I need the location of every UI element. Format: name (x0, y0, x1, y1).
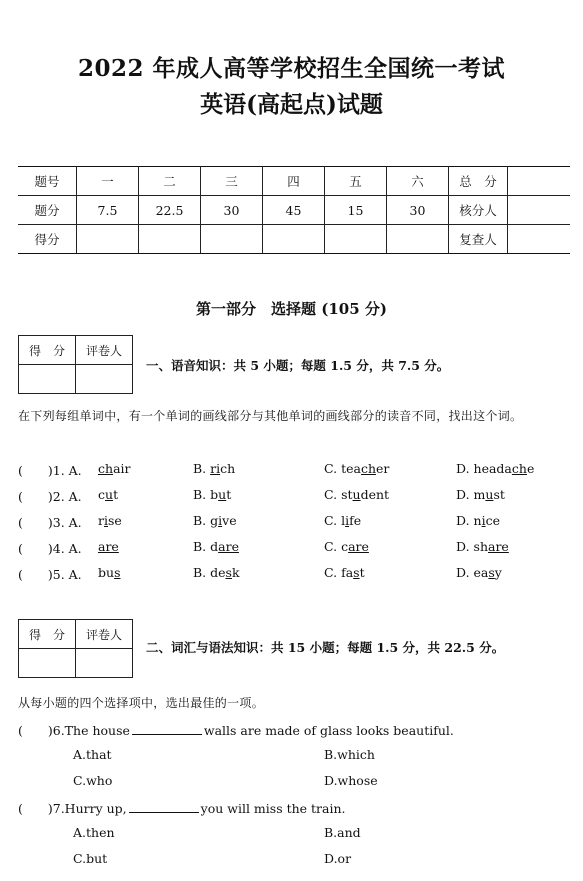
score-cell: 7.5 (77, 196, 139, 225)
underlined-letters: ch (98, 461, 114, 476)
underlined-letters: s (353, 565, 360, 580)
option-c (324, 487, 389, 502)
question-stem (18, 799, 578, 819)
word-part: er (376, 461, 390, 476)
score-cell: 三 (201, 167, 263, 196)
score-cell: 30 (201, 196, 263, 225)
word-part: r (98, 513, 104, 528)
underlined-letters: u (218, 487, 227, 502)
word-part: C. l (324, 513, 346, 528)
word-part: k (231, 565, 240, 580)
word-part: B. (193, 461, 211, 476)
word-part: C. c (324, 539, 349, 554)
word-part: se (107, 513, 122, 528)
word-part: dent (360, 487, 390, 502)
answer-blank (129, 800, 199, 813)
word-part: C. fa (324, 565, 354, 580)
question-row (18, 461, 578, 481)
word-part: t (226, 487, 232, 502)
option-a (98, 539, 119, 554)
question-number: ( )3. A. (18, 515, 82, 530)
underlined-letters: i (345, 513, 350, 528)
word-part: B. de (193, 565, 226, 580)
word-part: t (359, 565, 365, 580)
underlined-letters: s (488, 565, 495, 580)
word-part: B. d (193, 539, 219, 554)
section-instructions: 在下列每组单词中，有一个单词的画线部分与其他单词的画线部分的读音不同，找出这个词。 (18, 409, 523, 423)
option-d: D.or (324, 851, 352, 866)
grader-score-cell (19, 365, 76, 394)
underlined-letters: ch (511, 461, 527, 476)
score-table (18, 166, 570, 254)
word-part: ce (485, 513, 500, 528)
underlined-letters: i (103, 513, 108, 528)
part-title: 第一部分 选择题 (105 分) (196, 300, 387, 318)
word-part: ch (220, 461, 236, 476)
option-row (18, 851, 578, 871)
grader-score-label: 得 分 (19, 620, 76, 649)
question-text: you will miss the train. (200, 801, 346, 816)
option-b (193, 565, 240, 580)
grader-name-label: 评卷人 (76, 336, 133, 365)
word-part: B. g (193, 513, 219, 528)
option-d (456, 539, 509, 554)
option-row (18, 773, 578, 793)
word-part: D. ea (456, 565, 489, 580)
exam-subtitle: 英语(高起点)试题 (200, 91, 383, 118)
score-cell: 四 (263, 167, 325, 196)
word-part: D. m (456, 487, 486, 502)
word-part: c (98, 487, 106, 502)
underlined-letters: s (225, 565, 232, 580)
option-d (456, 487, 505, 502)
word-part: st (493, 487, 505, 502)
option-row (18, 825, 578, 845)
grader-name-cell (76, 365, 133, 394)
option-c: C.who (73, 773, 113, 788)
score-cell: 得分 (18, 225, 77, 254)
option-c (324, 461, 389, 476)
underlined-letters: u (352, 487, 361, 502)
score-cell (77, 225, 139, 254)
word-part: ve (222, 513, 237, 528)
option-d (456, 513, 500, 528)
word-part: y (494, 565, 502, 580)
score-cell: 核分人 (449, 196, 508, 225)
underlined-letters: ch (360, 461, 377, 476)
grader-box (18, 335, 133, 394)
question-text: walls are made of glass looks beautiful. (203, 723, 454, 738)
score-table-row (18, 225, 570, 254)
option-a (98, 461, 131, 476)
score-cell (325, 225, 387, 254)
word-part: e (526, 461, 535, 476)
score-cell (508, 196, 571, 225)
option-b (193, 487, 231, 502)
score-cell: 30 (387, 196, 449, 225)
score-cell (508, 225, 571, 254)
score-cell: 五 (325, 167, 387, 196)
option-d: D.whose (324, 773, 378, 788)
score-cell (201, 225, 263, 254)
score-cell (508, 167, 571, 196)
section-heading: 二、词汇与语法知识：共 15 小题；每题 1.5 分，共 22.5 分。 (146, 640, 505, 655)
option-a: A.then (73, 825, 115, 840)
grader-score-cell (19, 649, 76, 678)
question-number: ( )6.The house (18, 723, 130, 738)
underlined-letters: u (485, 487, 494, 502)
score-cell: 题分 (18, 196, 77, 225)
question-row (18, 487, 578, 507)
underlined-letters: are (348, 539, 369, 554)
question-row (18, 565, 578, 585)
option-a: A.that (73, 747, 112, 762)
underlined-letters: s (114, 565, 121, 580)
score-table-row (18, 167, 570, 196)
score-cell: 复查人 (449, 225, 508, 254)
word-part: B. b (193, 487, 219, 502)
option-c: C.but (73, 851, 108, 866)
answer-blank (132, 722, 202, 735)
question-number: ( )5. A. (18, 567, 82, 582)
option-row (18, 747, 578, 767)
score-cell: 题号 (18, 167, 77, 196)
word-part: D. sh (456, 539, 488, 554)
option-b: B.and (324, 825, 361, 840)
word-part: D. n (456, 513, 482, 528)
grader-score-label: 得 分 (19, 336, 76, 365)
underlined-letters: ri (210, 461, 221, 476)
word-part: C. tea (324, 461, 361, 476)
score-cell (263, 225, 325, 254)
question-number: ( )7.Hurry up, (18, 801, 127, 816)
option-c (324, 565, 365, 580)
option-b (193, 539, 239, 554)
grader-name-label: 评卷人 (76, 620, 133, 649)
option-b (193, 461, 235, 476)
option-b (193, 513, 237, 528)
option-d (456, 565, 502, 580)
option-c (324, 539, 369, 554)
option-a (98, 513, 122, 528)
option-d (456, 461, 534, 476)
exam-title: 2022 年成人高等学校招生全国统一考试 (77, 55, 506, 82)
underlined-letters: u (105, 487, 114, 502)
question-row (18, 539, 578, 559)
section-instructions: 从每小题的四个选择项中，选出最佳的一项。 (18, 696, 265, 710)
question-number: ( )4. A. (18, 541, 82, 556)
score-cell: 22.5 (139, 196, 201, 225)
question-number: ( )1. A. (18, 463, 82, 478)
score-cell (139, 225, 201, 254)
score-table-row (18, 196, 570, 225)
score-cell: 45 (263, 196, 325, 225)
option-c (324, 513, 361, 528)
section-heading: 一、语音知识：共 5 小题；每题 1.5 分，共 7.5 分。 (146, 358, 450, 373)
underlined-letters: are (218, 539, 239, 554)
underlined-letters: i (481, 513, 486, 528)
question-stem (18, 721, 578, 741)
score-cell: 总 分 (449, 167, 508, 196)
question-row (18, 513, 578, 533)
grader-box (18, 619, 133, 678)
word-part: D. heada (456, 461, 512, 476)
score-cell: 15 (325, 196, 387, 225)
underlined-letters: are (488, 539, 509, 554)
option-a (98, 565, 120, 580)
word-part: air (113, 461, 131, 476)
underlined-letters: i (218, 513, 223, 528)
option-a (98, 487, 118, 502)
option-b: B.which (324, 747, 375, 762)
word-part: fe (349, 513, 362, 528)
word-part: t (113, 487, 119, 502)
score-cell (387, 225, 449, 254)
underlined-letters: are (98, 539, 119, 554)
word-part: bu (98, 565, 115, 580)
score-cell: 一 (77, 167, 139, 196)
word-part: C. st (324, 487, 353, 502)
score-cell: 二 (139, 167, 201, 196)
score-cell: 六 (387, 167, 449, 196)
grader-name-cell (76, 649, 133, 678)
question-number: ( )2. A. (18, 489, 82, 504)
